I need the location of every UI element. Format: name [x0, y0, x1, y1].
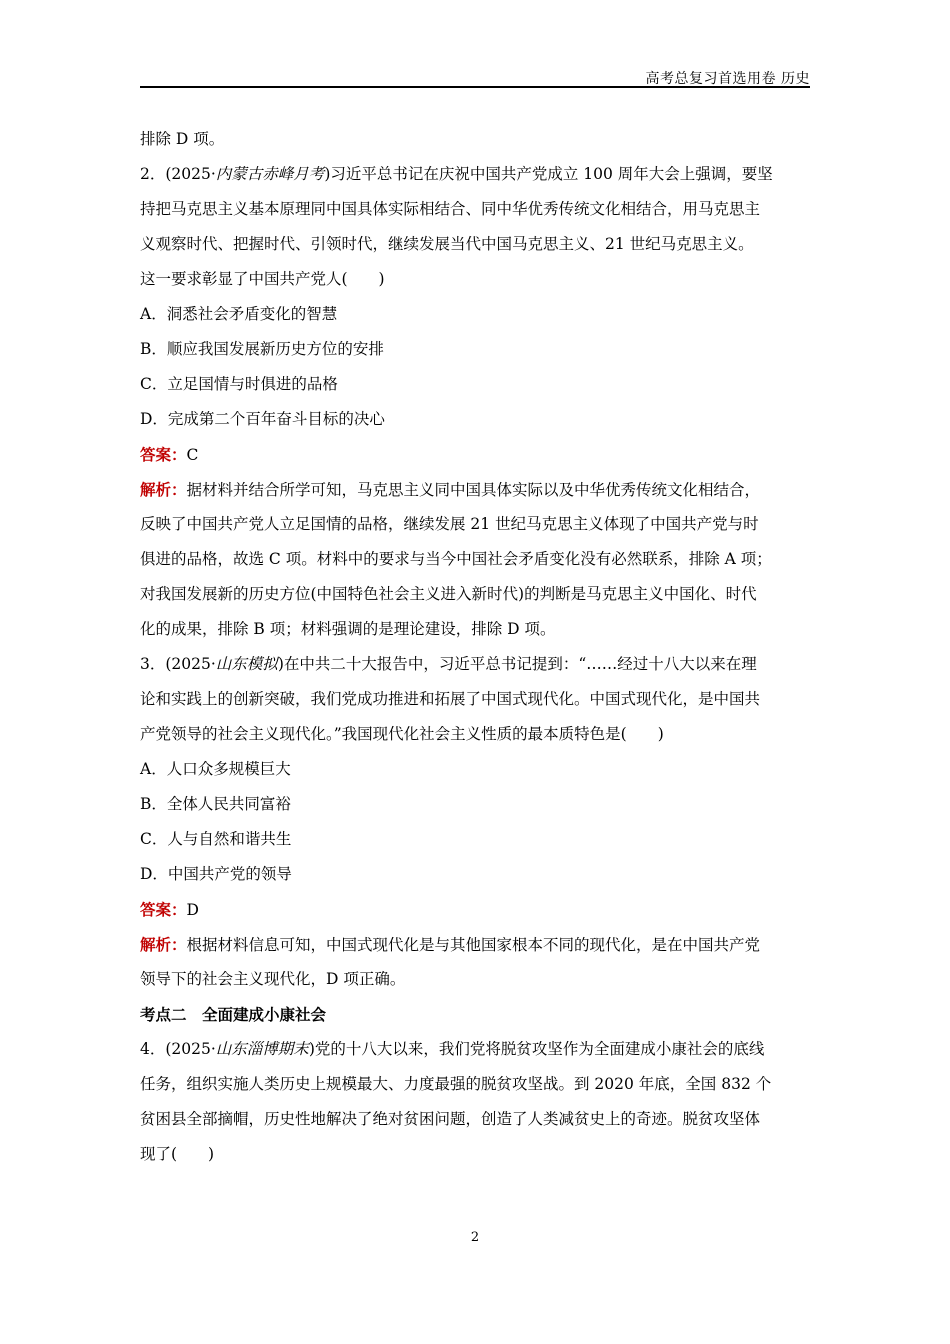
option-b: B．全体人民共同富裕 — [140, 795, 291, 813]
text-line: 排除 D 项。 — [140, 130, 225, 148]
section-heading: 考点二 全面建成小康社会 — [140, 1005, 327, 1024]
question-text: )党的十八大以来，我们党将脱贫攻坚作为全面建成小康社会的底线 — [308, 1040, 765, 1058]
question-3-stem — [140, 647, 812, 682]
option-a: A．人口众多规模巨大 — [140, 760, 291, 778]
text-line: 反映了中国共产党人立足国情的品格，继续发展 21 世纪马克思主义体现了中国共产党与时 — [140, 515, 759, 533]
page-number: 2 — [470, 1230, 480, 1245]
question-4-stem — [140, 1032, 812, 1067]
option-c: C．人与自然和谐共生 — [140, 830, 292, 848]
option-a: A．洞悉社会矛盾变化的智慧 — [140, 305, 338, 323]
question-2-stem — [140, 157, 812, 192]
analysis-text: 根据材料信息可知，中国式现代化是与其他国家根本不同的现代化，是在中国共产党 — [186, 936, 761, 954]
text-line: 俱进的品格，故选 C 项。材料中的要求与当今中国社会矛盾变化没有必然联系，排除 A 项； — [140, 550, 772, 568]
question-number: 4．(2025· — [140, 1040, 216, 1058]
text-line: 贫困县全部摘帽，历史性地解决了绝对贫困问题，创造了人类减贫史上的奇迹。脱贫攻坚体 — [140, 1110, 761, 1128]
text-line: 义观察时代、把握时代、引领时代，继续发展当代中国马克思主义、21 世纪马克思主义。 — [140, 235, 754, 253]
option-c: C．立足国情与时俱进的品格 — [140, 375, 338, 393]
analysis-line — [140, 927, 812, 962]
question-text: )习近平总书记在庆祝中国共产党成立 100 周年大会上强调，要坚 — [324, 165, 773, 183]
text-line: 任务，组织实施人类历史上规模最大、力度最强的脱贫攻坚战。到 2020 年底，全国 832 个 — [140, 1075, 772, 1093]
answer-value: D — [186, 901, 199, 919]
analysis-label: 解析： — [140, 935, 187, 954]
text-line: 这一要求彰显了中国共产党人( ) — [140, 270, 385, 288]
analysis-line — [140, 472, 812, 507]
answer-line — [140, 892, 812, 927]
question-text: )在中共二十大报告中，习近平总书记提到：“……经过十八大以来在理 — [277, 655, 757, 673]
analysis-text: 据材料并结合所学可知，马克思主义同中国具体实际以及中华优秀传统文化相结合， — [186, 481, 761, 499]
answer-label: 答案： — [140, 900, 187, 919]
text-line: 领导下的社会主义现代化，D 项正确。 — [140, 970, 406, 988]
text-line: 现了( ) — [140, 1145, 215, 1163]
header-divider — [140, 86, 810, 88]
answer-label: 答案： — [140, 445, 187, 464]
text-line: 对我国发展新的历史方位(中国特色社会主义进入新时代)的判断是马克思主义中国化、时代 — [140, 585, 757, 603]
option-d: D．完成第二个百年奋斗目标的决心 — [140, 410, 385, 428]
question-number: 2．(2025· — [140, 165, 216, 183]
answer-value: C — [186, 446, 199, 464]
text-line: 产党领导的社会主义现代化。”我国现代化社会主义性质的最本质特色是( ) — [140, 725, 664, 743]
question-source: 山东模拟 — [215, 655, 278, 673]
answer-line — [140, 437, 812, 472]
option-d: D．中国共产党的领导 — [140, 865, 292, 883]
text-line: 化的成果，排除 B 项；材料强调的是理论建设，排除 D 项。 — [140, 620, 556, 638]
text-line: 论和实践上的创新突破，我们党成功推进和拓展了中国式现代化。中国式现代化，是中国共 — [140, 690, 761, 708]
option-b: B．顺应我国发展新历史方位的安排 — [140, 340, 384, 358]
document-body — [140, 122, 812, 1172]
text-line: 持把马克思主义基本原理同中国具体实际相结合、同中华优秀传统文化相结合，用马克思主 — [140, 200, 761, 218]
analysis-label: 解析： — [140, 480, 187, 499]
question-source: 山东淄博期末 — [215, 1040, 309, 1058]
header-title: 高考总复习首选用卷 历史 — [645, 71, 810, 87]
question-number: 3．(2025· — [140, 655, 216, 673]
question-source: 内蒙古赤峰月考 — [215, 165, 325, 183]
